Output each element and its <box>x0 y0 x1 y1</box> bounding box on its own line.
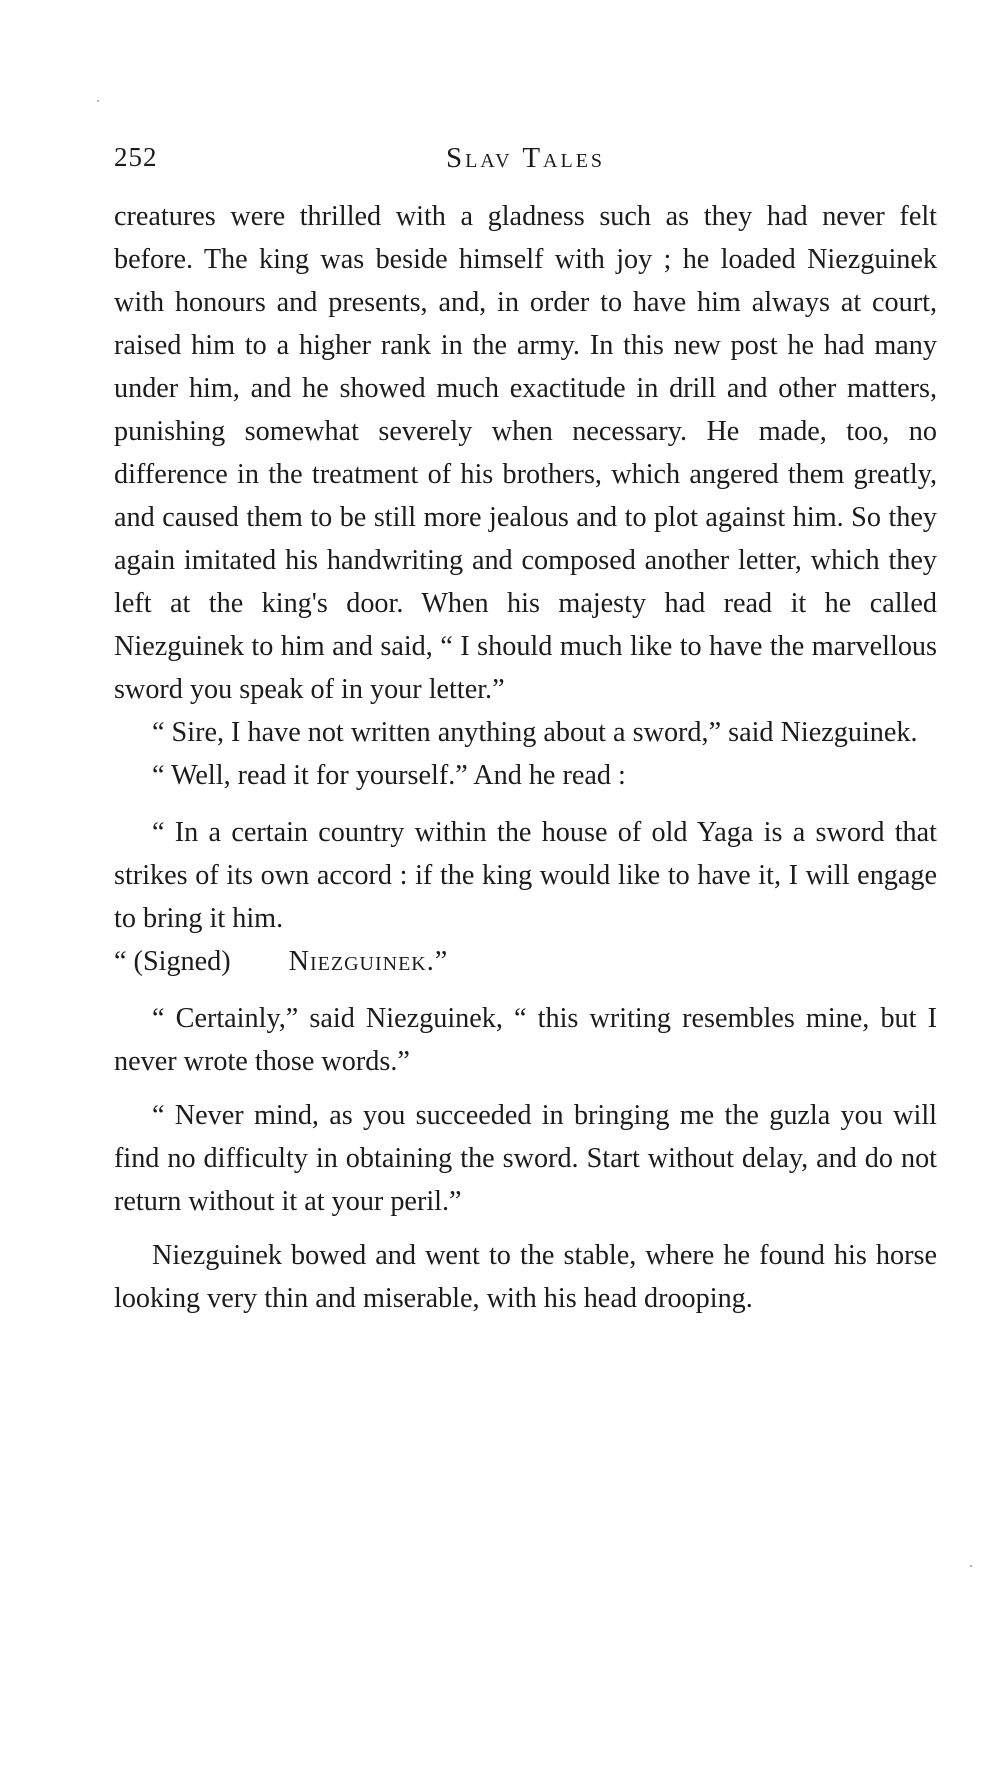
paper-speck <box>970 1565 972 1567</box>
paragraph-never-mind: “ Never mind, as you succeeded in bringing me the guzla you will find no difficulty in obtaining the sword. Start without delay, and do not return without it at your peril.” <box>114 1100 937 1217</box>
quoted-letter: “ In a certain country within the house of old Yaga is a sword that strikes of its own accord : if the king would like to have it, I will engage to bring it him. <box>114 817 937 934</box>
signature-label: “ (Signed) <box>114 946 231 977</box>
letter-signature <box>114 940 937 983</box>
paper-speck <box>97 100 99 102</box>
paragraph-read-it: “ Well, read it for yourself.” And he read : <box>152 760 626 791</box>
signature-name: Niezguinek.” <box>288 946 449 977</box>
paragraph-sire: “ Sire, I have not written anything about a sword,” said Niezguinek. <box>152 717 918 748</box>
page-number: 252 <box>114 142 158 172</box>
paragraph-stable: Niezguinek bowed and went to the stable, where he found his horse looking very thin and miserable, with his head drooping. <box>114 1240 937 1314</box>
paragraph-certainly: “ Certainly,” said Niezguinek, “ this writing resembles mine, but I never wrote those words.” <box>114 1003 937 1077</box>
body-text <box>114 195 937 1320</box>
page-header <box>114 142 937 182</box>
paragraph-continued: creatures were thrilled with a gladness such as they had never felt before. The king was beside himself with joy ; he loaded Niezguinek with honours and presents, and, in order to have him always at court, raised him to a higher rank in the army. In this new post he had many under him, and he showed much exactitude in drill and other matters, punishing somewhat severely when necessary. He made, too, no difference in the treatment of his brothers, which angered them greatly, and caused them to be still more jealous and to plot against him. So they again imitated his handwriting and composed another letter, which they left at the king's door. When his majesty had read it he called Niezguinek to him and said, “ I should much like to have the marvellous sword you speak of in your letter.” <box>114 201 937 705</box>
running-title: Slav Tales <box>445 142 606 174</box>
